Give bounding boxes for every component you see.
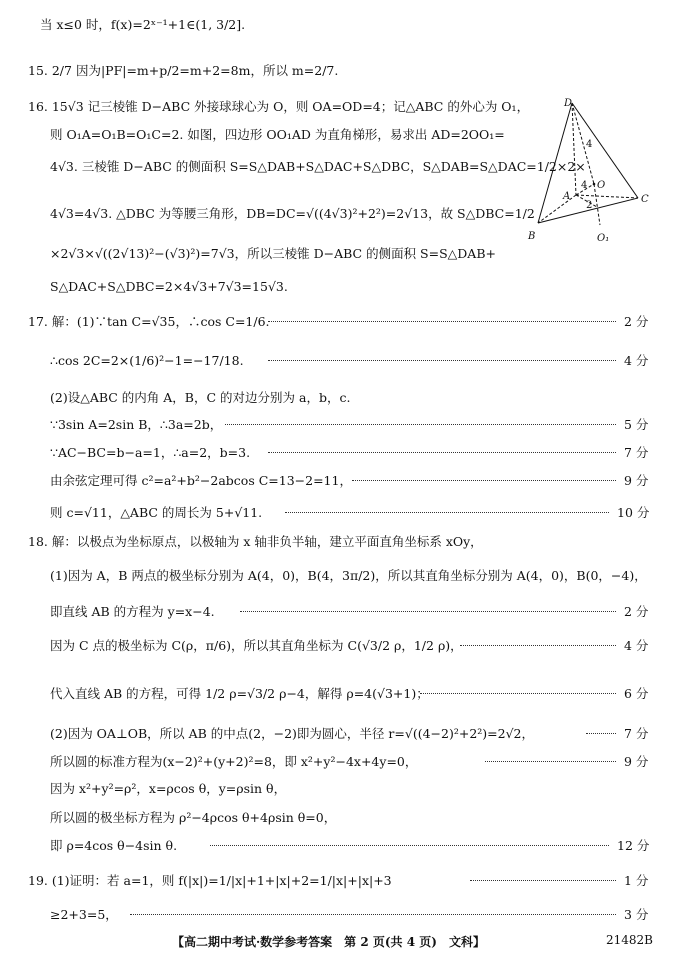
score-leader — [460, 645, 616, 646]
line-text: 18. 解：以极点为坐标原点，以极轴为 x 轴非负半轴，建立平面直角坐标系 xOy， — [28, 534, 483, 549]
line-text: 16. 15√3 记三棱锥 D−ABC 外接球球心为 O，则 OA=OD=4；记△ABC 的外心为 O₁， — [28, 99, 530, 114]
score-leader — [268, 321, 616, 322]
score-label: 4 分 — [624, 638, 649, 653]
score-leader — [268, 452, 616, 453]
score-leader — [130, 914, 616, 915]
line-text: ×2√3×√((2√13)²−(√3)²)=7√3，所以三棱锥 D−ABC 的侧面积 S=S△DAB+ — [50, 246, 496, 261]
pyramid-diagram — [520, 95, 665, 245]
score-leader — [586, 733, 616, 734]
point-o — [593, 183, 596, 186]
score-label: 4 分 — [624, 353, 649, 368]
line-text: 代入直线 AB 的方程，可得 1/2 ρ=√3/2 ρ−4，解得 ρ=4(√3+1)； — [50, 686, 429, 701]
line-text: ∴cos 2C=2×(1/6)²−1=−17/18. — [50, 353, 244, 368]
score-leader — [485, 761, 616, 762]
page-footer: 【高二期中考试·数学参考答案 第 2 页(共 4 页) 文科】 — [172, 935, 485, 949]
score-label: 10 分 — [617, 505, 650, 520]
score-label: 9 分 — [624, 473, 649, 488]
line-text: ≥2+3=5， — [50, 907, 118, 922]
line-text: 即直线 AB 的方程为 y=x−4. — [50, 604, 215, 619]
label-o1: O₁ — [597, 233, 610, 244]
line-text: 因为 x²+y²=ρ²，x=ρcos θ，y=ρsin θ， — [50, 781, 287, 796]
score-leader — [352, 480, 616, 481]
line-text: (2)设△ABC 的内角 A，B，C 的对边分别为 a，b，c. — [50, 390, 351, 405]
line-text: 即 ρ=4cos θ−4sin θ. — [50, 838, 178, 853]
score-leader — [268, 360, 616, 361]
score-label: 7 分 — [624, 445, 649, 460]
line-text: 由余弦定理可得 c²=a²+b²−2abcos C=13−2=11， — [50, 473, 352, 488]
score-leader — [420, 693, 616, 694]
line-text: (2)因为 OA⊥OB，所以 AB 的中点(2，−2)即为圆心，半径 r=√((4−2)²+2²)=2√2， — [50, 726, 535, 741]
score-label: 2 分 — [624, 604, 649, 619]
line-text: (1)因为 A，B 两点的极坐标分别为 A(4，0)，B(4，3π/2)，所以其直角坐标分别为 A(4，0)，B(0，−4)， — [50, 568, 647, 583]
line-text: 所以圆的标准方程为(x−2)²+(y+2)²=8，即 x²+y²−4x+4y=0， — [50, 754, 418, 769]
score-label: 7 分 — [624, 726, 649, 741]
score-label: 9 分 — [624, 754, 649, 769]
score-label: 2 分 — [624, 314, 649, 329]
score-label: 1 分 — [624, 873, 649, 888]
line-text: 4√3. 三棱锥 D−ABC 的侧面积 S=S△DAB+S△DAC+S△DBC，S△DAB=S△DAC=1/2×2× — [50, 159, 586, 174]
edge-a-c — [576, 195, 638, 198]
score-leader — [240, 611, 616, 612]
line-text: 因为 C 点的极坐标为 C(ρ，π/6)，所以其直角坐标为 C(√3/2 ρ，1/2 ρ)， — [50, 638, 463, 653]
document-code: 21482B — [606, 933, 653, 947]
line-text: ∵AC−BC=b−a=1，∴a=2，b=3. — [50, 445, 251, 460]
score-leader — [285, 512, 609, 513]
line-text: 所以圆的极坐标方程为 ρ²−4ρcos θ+4ρsin θ=0， — [50, 810, 337, 825]
score-leader — [225, 424, 616, 425]
label-b: B — [528, 231, 536, 242]
number-4-upper: 4 — [586, 139, 593, 150]
score-label: 5 分 — [624, 417, 649, 432]
line-text: 4√3=4√3. △DBC 为等腰三角形，DB=DC=√((4√3)²+2²)=2√13，故 S△DBC=1/2 — [50, 206, 535, 221]
score-label: 12 分 — [617, 838, 650, 853]
line-text: 17. 解：(1)∵tan C=√35，∴cos C=1/6. — [28, 314, 270, 329]
label-o: O — [597, 180, 606, 191]
line-text: 则 O₁A=O₁B=O₁C=2. 如图，四边形 OO₁AD 为直角梯形，易求出 AD=2OO₁= — [50, 127, 505, 142]
edge-d-b — [538, 103, 572, 223]
edge-a-b — [538, 195, 576, 223]
score-label: 3 分 — [624, 907, 649, 922]
label-a: A — [563, 191, 571, 202]
line-text: 当 x≤0 时，f(x)=2ˣ⁻¹+1∈(1, 3/2]. — [40, 17, 246, 32]
score-leader — [210, 845, 609, 846]
number-2: 2 — [586, 200, 593, 211]
line-text: 15. 2/7 因为|PF|=m+p/2=m+2=8m，所以 m=2/7. — [28, 63, 339, 78]
label-c: C — [641, 194, 649, 205]
score-label: 6 分 — [624, 686, 649, 701]
line-text: 则 c=√11，△ABC 的周长为 5+√11. — [50, 505, 263, 520]
edge-d-a — [572, 103, 576, 195]
line-text: ∵3sin A=2sin B，∴3a=2b， — [50, 417, 223, 432]
line-text: 19. (1)证明：若 a=1，则 f(|x|)=1/|x|+1+|x|+2=1/|x|+|x|+3 — [28, 873, 392, 888]
line-text: S△DAC+S△DBC=2×4√3+7√3=15√3. — [50, 279, 288, 294]
label-d: D — [564, 98, 573, 109]
number-4-lower: 4 — [581, 180, 588, 191]
score-leader — [470, 880, 616, 881]
